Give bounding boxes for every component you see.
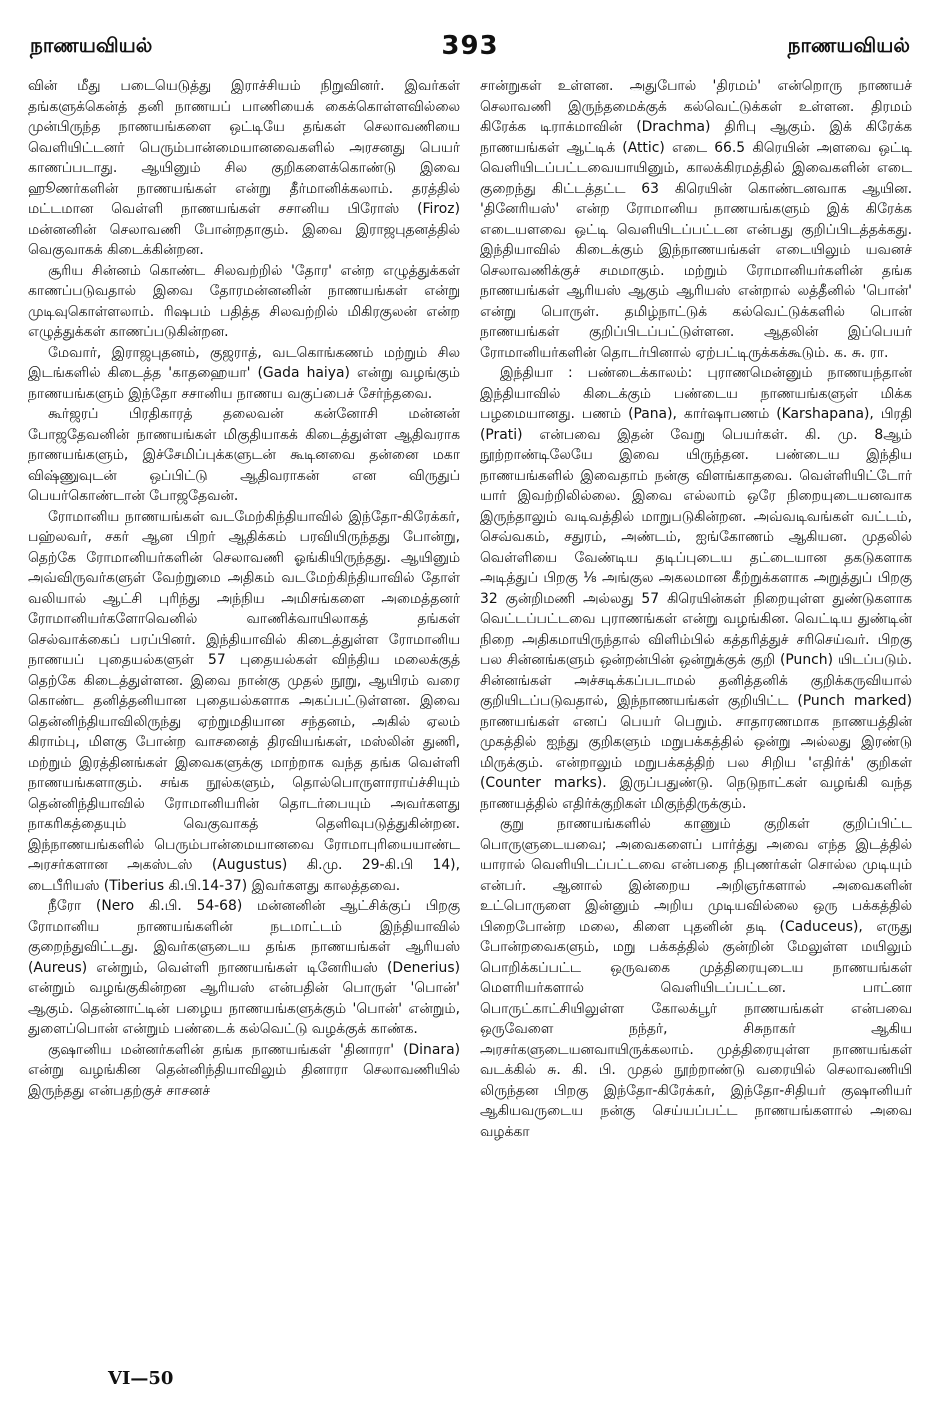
- paragraph: குஷானிய மன்னர்களின் தங்க நாணயங்கள் 'தினாரா' (Dinara) என்று வழங்கின தென்னிந்தியாவிலும் தினாரா செலாவணியில் இருந்தது என்பதற்குச் சாசனச்: [28, 1041, 460, 1099]
- right-column: [480, 76, 912, 1346]
- text-columns: [28, 76, 912, 1346]
- paragraph: கூர்ஜரப் பிரதிகாரத் தலைவன் கன்னோசி மன்னன் போஜதேவனின் நாணயங்கள் மிகுதியாகக் கிடைத்துள்ள ஆதிவராக நாணயங்களும், இச்சேமிப்புக்களுடன் கூடினவை தன்னை மகா விஷ்ணுவுடன் ஒப்பிட்டு ஆதிவராகன் என விருதுப் பெயர்கொண்டான் போஜதேவன்.: [28, 406, 460, 504]
- paragraph: நீரோ (Nero கி.பி. 54-68) மன்னனின் ஆட்சிக்குப் பிறகு ரோமானிய நாணயங்களின் நடமாட்டம் இந்தியாவில் குறைந்துவிட்டது. இவர்களுடைய தங்க நாணயங்கள் ஆரியஸ் (Aureus) என்றும், வெள்ளி நாணயங்கள் டினேரியஸ் (Denerius) என்றும் வழங்குகின்றன ஆரியஸ் என்பதின் பொருள் 'பொன்' ஆகும். தென்னாட்டின் பழைய நாணயங்களுக்கும் 'பொன்' என்றும், துளைப்பொன் என்றும் பண்டைக் கல்வெட்டு வழக்குக் காண்க.: [28, 898, 460, 1037]
- paragraph: சூரிய சின்னம் கொண்ட சிலவற்றில் 'தோர' என்ற எழுத்துக்கள் காணப்படுவதால் இவை தோரமன்னனின் நாணயங்கள் என்று முடிவுகொள்ளலாம். ரிஷபம் பதித்த சிலவற்றில் மிகிரகுலன் என்ற எழுத்துக்கள் காணப்படுகின்றன.: [28, 262, 460, 340]
- page-header: [30, 26, 910, 66]
- paragraph: குறு நாணயங்களில் காணும் குறிகள் குறிப்பிட்ட பொருளுடையவை; அவைகளைப் பார்த்து அவை எந்த இடத்தில் யாரால் வெளியிடப்பட்டவை என்பதை நிபுணர்கள் சொல்ல முடியும் என்பர். ஆனால் இன்றைய அறிஞர்களால் அவைகளின் உட்பொருளை இன்னும் அறிய முடியவில்லை ஒரு பக்கத்தில் பிறைபோன்ற மலை, கிளை புதனின் தடி (Caduceus), எருது போன்றவைகளும், மறு பக்கத்தில் குன்றின் மேலுள்ள மயிலும் பொறிக்கப்பட்ட ஒருவகை முத்திரையுடைய நாணயங்கள் மௌரியர்களால் வெளியிடப்பட்டன. பாட்னா பொருட்காட்சியிலுள்ள கோலக்பூர் நாணயங்கள் என்பவை ஒருவேளை நந்தர், சிசுநாகர் ஆகிய அரசர்களுடையனவாயிருக்கலாம். முத்திரையுள்ள நாணயங்கள் வடக்கில் சு. கி. பி. முதல் நூற்றாண்டு வரையில் செலாவணியி லிருந்தன பிறகு இந்தோ-கிரேக்கர், இந்தோ-சிதியர் குஷானியர் ஆகியவருடைய நன்கு செய்யப்பட்ட நாணயங்களால் அவை வழக்கா: [480, 816, 912, 1140]
- page-number: 393: [441, 31, 499, 61]
- paragraph: இந்தியா : பண்டைக்காலம்: புராணமென்னும் நாணயந்தான் இந்தியாவில் கிடைக்கும் பண்டைய நாணயங்களுள் மிக்க பழமையானது. பணம் (Pana), கார்ஷாபணம் (Karshapana), பிரதி (Prati) என்பவை இதன் வேறு பெயர்கள். கி. மு. 8ஆம் நூற்றாண்டிலேயே இவை யிருந்தன. பண்டைய இந்திய நாணயங்களில் இவைதாம் நன்கு விளங்காதவை. வெள்ளியிட்டோர் யார் இவற்றிலில்லை. இவை எல்லாம் ஒரே நிறையுடையனவாக இருந்தாலும் வடிவத்தில் மாறுபடுகின்றன. அவ்வடிவங்கள் வட்டம், செவ்வகம், சதுரம், அண்டம், ஐங்கோணம் ஆகியன. முதலில் வெள்ளியை வேண்டிய தடிப்புடைய தட்டையான தகடுகளாக அடித்துப் பிறகு ⅛ அங்குல அகலமான கீற்றுக்களாக அறுத்துப் பிறகு 32 குன்றிமணி அல்லது 57 கிரெயின்கள் நிறையுள்ள துண்டுகளாக வெட்டப்பட்டவை புராணங்கள் என்று வழங்கின. வெட்டிய துண்டின் நிறை அதிகமாயிருந்தால் விளிம்பில் கத்தரித்துச் சரிசெய்வர். பிறகு பல சின்னங்களும் ஒன்றன்பின் ஒன்றுக்குக் குறி (Punch) யிடப்படும். சின்னங்கள் அச்சடிக்கப்படாமல் தனித்தனிக் குறிக்கருவியால் குறியிடப்படுவதால், இந்நாணயங்கள் குறியிட்ட (Punch marked) நாணயங்கள் எனப் பெயர் பெறும். சாதாரணமாக நாணயத்தின் முகத்தில் ஐந்து குறிகளும் மறுபக்கத்தில் ஒன்று அல்லது இரண்டு மிருக்கும். என்றாலும் மறுபக்கத்திற் பல சிறிய 'எதிர்க்' குறிகள் (Counter marks). இருப்பதுண்டு. நெடுநாட்கள் வழங்கி வந்த நாணயத்தில் எதிர்க்குறிகள் மிகுந்திருக்கும்.: [480, 365, 912, 812]
- paragraph: ரோமானிய நாணயங்கள் வடமேற்கிந்தியாவில் இந்தோ-கிரேக்கர், பஹ்லவர், சகர் ஆன பிறர் ஆதிக்கம் பரவியிருந்தது போன்று, தெற்கே ரோமானியர்களின் செலாவணி ஓங்கியிருந்தது. ஆயினும் அவ்விருவர்களுள் வேற்றுமை அதிகம் வடமேற்கிந்தியாவில் தோள் வலியால் ஆட்சி புரிந்து அந்நிய அமிசங்களை அமைத்தனர் ரோமானியர்களோவெனில் வாணிக்வாயிலாகத் தங்கள் செல்வாக்கைப் பரப்பினர். இந்தியாவில் கிடைத்துள்ள ரோமானிய நாணயப் புதையல்களுள் 57 புதையல்கள் விந்திய மலைக்குத் தெற்கே கிடைத்துள்ளன. இவை நான்கு முதல் நூறு, ஆயிரம் வரை கொண்ட தனித்தனியான புதையல்களாக அகப்பட்டுள்ளன. இவை தென்னிந்தியாவிலிருந்து ஏற்றுமதியான சந்தனம், அகில் ஏலம் கிராம்பு, மிளகு போன்ற வாசனைத் திரவியங்கள், மஸ்லின் துணி, மற்றும் இரத்தினங்கள் இவைகளுக்கு மாற்றாக வந்த தங்க வெள்ளி நாணயங்களாகும். சங்க நூல்களும், தொல்பொருளாராய்ச்சியும் தென்னிந்தியாவில் ரோமானியரின் தொடர்பையும் அவர்களது நாகரிகத்தையும் வெகுவாகத் தெளிவுபடுத்துகின்றன. இந்நாணயங்களில் பெரும்பான்மையானவை ரோமாபுரியையாண்ட அரசர்களான அகஸ்டஸ் (Augustus) கி.மு. 29-கி.பி 14), டைபீரியஸ் (Tiberius கி.பி.14-37) இவர்களது காலத்தவை.: [28, 508, 460, 894]
- paragraph: வின் மீது படையெடுத்து இராச்சியம் நிறுவினர். இவர்கள் தங்களுக்கென்த் தனி நாணயப் பாணியைக் கைக்கொள்ளவில்லை முன்பிருந்த நாணயங்களை ஒட்டியே தங்கள் செலாவணியை வெளியிட்டனர் பெரும்பான்மையானவைகளில் அரசனது பெயர் காணப்படாது. ஆயினும் சில குறிகளைக்கொண்டு இவை ஹூணர்களின் நாணயங்கள் என்று தீர்மானிக்கலாம். தரத்தில் மட்டமான வெள்ளி நாணயங்கள் சசானிய பிரோஸ் (Firoz) மன்னனின் செலாவணி போன்றதாகும். இவை இராஜபுதனத்தில் வெகுவாகக் கிடைக்கின்றன.: [28, 78, 460, 258]
- paragraph: மேவார், இராஜபுதனம், குஜராத், வடகொங்கணம் மற்றும் சில இடங்களில் கிடைத்த 'காதஹையா' (Gada haiya) என்று வழங்கும் நாணயங்களும் இந்தோ சசானிய நாணய வகுப்பைச் சேர்ந்தவை.: [28, 344, 460, 402]
- left-column: [28, 76, 460, 1346]
- paragraph: சான்றுகள் உள்ளன. அதுபோல் 'திரமம்' என்றொரு நாணயச் செலாவணி இருந்தமைக்குக் கல்வெட்டுக்கள் உள்ளன. திரமம் கிரேக்க டிராக்மாவின் (Drachma) திரிபு ஆகும். இக் கிரேக்க நாணயங்கள் ஆட்டிக் (Attic) எடை 66.5 கிரெயின் அளவை ஒட்டி வெளியிடப்பட்டவையாயினும், காலக்கிரமத்தில் இவைகளின் எடை குறைந்து கிட்டத்தட்ட 63 கிரெயின் கொண்டனவாக ஆயின. 'தினேரியஸ்' என்ற ரோமானிய நாணயங்களும் இக் கிரேக்க எடையளவை ஒட்டி வெளியிடப்பட்டன என்பது குறிப்பிடத்தக்கது. இந்தியாவில் கிடைக்கும் இந்நாணயங்கள் எடையிலும் யவனச் செலாவணிக்குச் சமமாகும். மற்றும் ரோமானியர்களின் தங்க நாணயங்கள் ஆரியஸ் ஆகும் ஆரியஸ் என்றால் லத்தீனில் 'பொன்' என்று பொருள். தமிழ்நாட்டுக் கல்வெட்டுக்களில் பொன் நாணயங்கள் குறிப்பிடப்பட்டுள்ளன. ஆதலின் இப்பெயர் ரோமானியர்களின் தொடர்பினால் ஏற்பட்டிருக்கக்கூடும். க. சு. ரா.: [480, 78, 912, 361]
- running-title-right: நாணயவியல்: [787, 32, 910, 57]
- signature-mark: VI—50: [108, 1368, 174, 1389]
- running-title-left: நாணயவியல்: [30, 32, 153, 57]
